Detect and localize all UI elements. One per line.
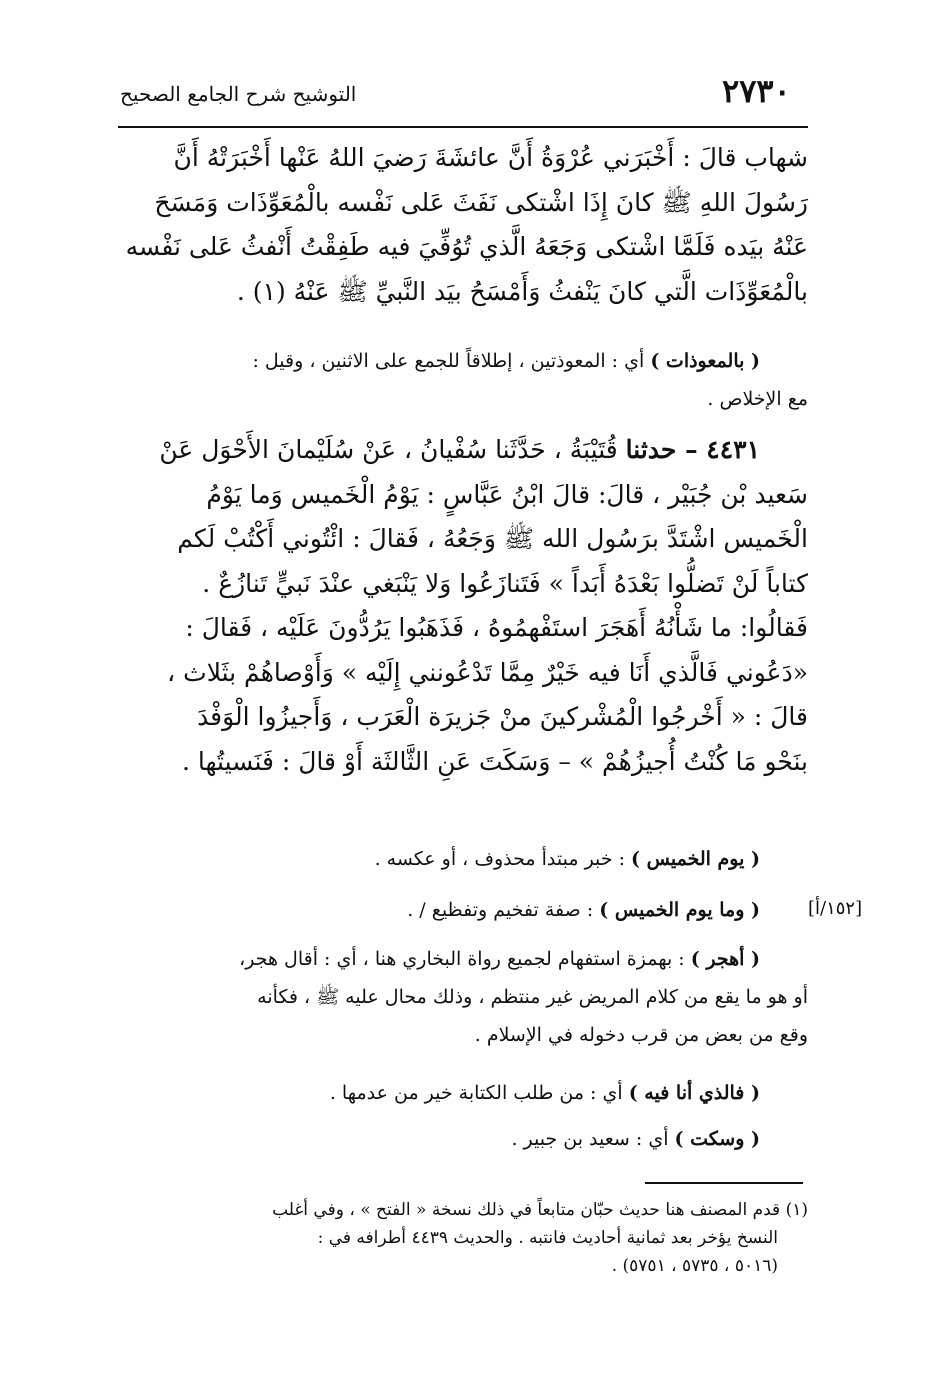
- text-line: مع الإخلاص .: [707, 388, 808, 410]
- keyword: ( وما يوم الخميس ): [599, 899, 760, 921]
- text-line: قالَ : « أَخْرجُوا الْمُشْركينَ منْ جَزيرَة الْعَرَب ، وَأَجيزُوا الْوَفْدَ: [197, 702, 808, 731]
- commentary-text: أي : سعيد بن جبير .: [511, 1128, 669, 1150]
- keyword: ( بالمعوذات ): [650, 350, 760, 372]
- text-line: [118, 342, 808, 380]
- text-line: [118, 940, 808, 978]
- text-line: [118, 891, 808, 929]
- text-line: بنَحْو مَا كُنْتُ أُجيزُهُمْ » – وَسَكَتَ عَنِ الثَّالثَة أَوْ قالَ : فَنَسيتُها .: [182, 746, 808, 776]
- text-line: شهاب قالَ : أَخْبَرَني عُرْوَةُ أَنَّ عائشَةَ رَضيَ اللهُ عَنْها أَخْبَرَتْهُ أَنَّ: [173, 143, 808, 172]
- page-number: ٢٧٣٠: [722, 72, 791, 110]
- text-line: أو هو ما يقع من كلام المريض غير منتظم ، وذلك محال عليه ﷺ ، فكأنه: [257, 986, 808, 1008]
- text-line: الْخَميس اشْتَدَّ برَسُول الله ﷺ وَجَعُهُ ، فَقالَ : ائْتُوني أَكْتُبْ لَكم: [177, 524, 808, 553]
- manuscript-folio-marker: [١٥٢/أ]: [808, 898, 863, 919]
- keyword: ( وسكت ): [674, 1128, 760, 1150]
- commentary-text: أي : من طلب الكتابة خير من عدمها .: [329, 1082, 623, 1104]
- text-line: «دَعُوني فَالَّذي أَنَا فيه خَيْرٌ مِمَّا تَدْعُونني إِلَيْه » وَأَوْصاهُمْ بثَلاث ،: [167, 657, 808, 687]
- footnote-line: النسخ يؤخر بعد ثمانية أحاديث فانتبه . والحديث ٤٤٣٩ أطرافه في :: [317, 1228, 778, 1248]
- keyword: ( فالذي أنا فيه ): [628, 1082, 760, 1104]
- hadith-text-1: [118, 136, 808, 314]
- keyword: ( أهجر ): [690, 948, 760, 970]
- commentary-text: : بهمزة استفهام لجميع رواة البخاري هنا ، أي : أقال هجر،: [239, 948, 685, 970]
- text-line: [118, 840, 808, 878]
- commentary-text: : خبر مبتدأ محذوف ، أو عكسه .: [374, 848, 625, 870]
- commentary-block-4: [118, 1074, 808, 1158]
- commentary-block-2: [118, 840, 808, 929]
- header-divider: [118, 126, 808, 128]
- text-line: [118, 1120, 808, 1158]
- commentary-text: أي : المعوذتين ، إطلاقاً للجمع على الاثنين ، وقيل :: [252, 350, 645, 372]
- text-line: [118, 428, 808, 473]
- hadith-number: ٤٤٣١ – حدثنا: [625, 435, 760, 464]
- commentary-text: : صفة تفخيم وتفظيع / .: [407, 899, 594, 921]
- footnote-divider: [645, 1182, 803, 1184]
- hadith-text: قُتَيْبَةُ ، حَدَّثَنا سُفْيانُ ، عَنْ سُلَيْمانَ الأَحْوَل عَنْ: [159, 435, 618, 464]
- commentary-block-1: [118, 342, 808, 418]
- text-line: سَعيد بْن جُبَيْر ، قالَ: قالَ ابْنُ عَبَّاسٍ : يَوْمُ الْخَميس وَما يَوْمُ: [206, 479, 808, 509]
- text-line: عَنْهُ بيَده فَلَمَّا اشْتكى وَجَعَهُ الَّذي تُوُفِّيَ فيه طَفِقْتُ أَنْفثُ عَلى نَفْسه: [125, 232, 808, 261]
- footnote-line: (٥٠١٦ ، ٥٧٣٥ ، ٥٧٥١) .: [611, 1256, 778, 1276]
- text-line: [118, 1074, 808, 1112]
- hadith-text-2: [118, 428, 808, 784]
- text-line: فَقالُوا: ما شَأْنُهُ أَهَجَرَ استَفْهمُوهُ ، فَذَهَبُوا يَرُدُّونَ عَلَيْه ، فَقالَ :: [185, 613, 808, 642]
- text-line: وقع من بعض من قرب دخوله في الإسلام .: [474, 1024, 808, 1046]
- footnote-line: (١) قدم المصنف هنا حديث حبّان متابعاً في ذلك نسخة « الفتح » ، وفي أغلب: [272, 1200, 808, 1220]
- commentary-block-3: [118, 940, 808, 1054]
- running-title: التوشيح شرح الجامع الصحيح: [120, 82, 357, 106]
- keyword: ( يوم الخميس ): [631, 848, 760, 870]
- text-line: رَسُولَ اللهِ ﷺ كانَ إِذَا اشْتكى نَفَثَ عَلى نَفْسه بالْمُعَوِّذَات وَمَسَحَ: [154, 187, 808, 217]
- text-line: بالْمُعَوِّذَات الَّتي كانَ يَنْفثُ وَأَمْسَحُ بيَد النَّبيِّ ﷺ عَنْهُ (١) .: [236, 276, 808, 306]
- footnote: [118, 1196, 808, 1280]
- text-line: كتاباً لَنْ تَضلُّوا بَعْدَهُ أَبَداً » فَتَنازَعُوا وَلا يَنْبَغي عنْدَ نَبيٍّ تَنازُعٌ .: [202, 568, 808, 598]
